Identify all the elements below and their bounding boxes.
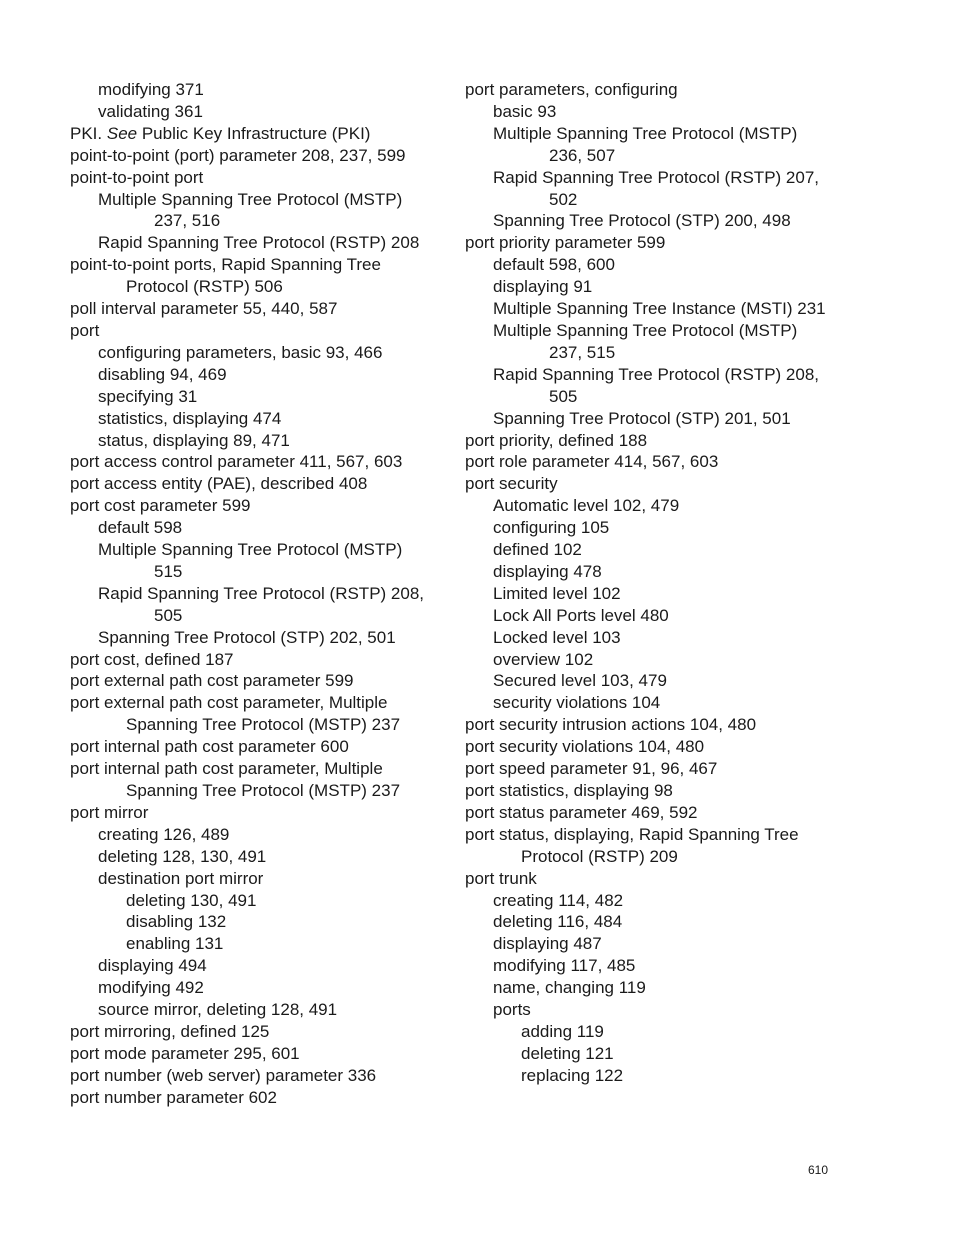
page-number: 610 [808,1163,829,1177]
index-entry: Rapid Spanning Tree Protocol (RSTP) 207, [493,167,820,187]
index-entry: overview 102 [493,649,594,669]
index-entry: port parameters, configuring [465,80,678,99]
index-entry-continuation: 505 [549,386,578,406]
index-entry: modifying 371 [98,80,204,99]
index-entry: point-to-point (port) parameter 208, 237, 599 [70,145,406,165]
index-entry: Automatic level 102, 479 [493,496,680,516]
index-entry-continuation: Spanning Tree Protocol (MSTP) 237 [126,715,401,735]
index-entry: port [70,320,100,340]
index-entry: port status parameter 469, 592 [465,802,698,822]
index-entry: deleting 121 [521,1043,614,1063]
index-entry: deleting 116, 484 [493,912,623,932]
index-entry: Multiple Spanning Tree Protocol (MSTP) [98,540,403,560]
index-entry: Multiple Spanning Tree Protocol (MSTP) [493,123,798,143]
index-entry: deleting 128, 130, 491 [98,846,267,866]
index-entry: destination port mirror [98,868,264,888]
see-reference: See [106,123,138,143]
index-entry: source mirror, deleting 128, 491 [98,1000,338,1020]
index-entry: creating 114, 482 [493,890,624,910]
index-entry: creating 126, 489 [98,824,230,844]
index-column-left [70,79,470,1109]
index-entry: port access control parameter 411, 567, 603 [70,452,403,472]
index-entry: displaying 478 [493,561,602,581]
index-entry: port external path cost parameter, Multiple [70,693,388,713]
index-entry: port security intrusion actions 104, 480 [465,715,757,735]
index-entry: security violations 104 [493,693,661,713]
index-entry: name, changing 119 [493,978,646,998]
index-entry: Multiple Spanning Tree Instance (MSTI) 231 [493,299,826,319]
index-entry-continuation: 237, 516 [154,211,221,231]
index-column-right [465,79,885,1087]
index-entry: disabling 94, 469 [98,364,227,384]
index-entry: port access entity (PAE), described 408 [70,474,368,494]
index-entry-continuation: 502 [549,189,578,209]
index-entry: Spanning Tree Protocol (STP) 200, 498 [493,211,791,231]
index-entry: displaying 487 [493,934,602,954]
index-entry: port trunk [465,868,537,888]
index-entry: Multiple Spanning Tree Protocol (MSTP) [98,189,403,209]
index-entry: specifying 31 [98,386,198,406]
index-entry: displaying 494 [98,956,207,976]
index-entry: port mirror [70,802,149,822]
index-entry: port number (web server) parameter 336 [70,1065,377,1085]
index-entry: port number parameter 602 [70,1087,277,1107]
index-entry: validating 361 [98,101,203,121]
index-entry-continuation: 505 [154,605,183,625]
index-entry-continuation: Protocol (RSTP) 209 [521,846,678,866]
index-entry: default 598 [98,518,183,538]
index-entry-continuation: Spanning Tree Protocol (MSTP) 237 [126,781,401,800]
index-entry: displaying 91 [493,277,593,297]
index-entry: point-to-point ports, Rapid Spanning Tree [70,255,381,275]
index-entry: Rapid Spanning Tree Protocol (RSTP) 208, [98,583,425,603]
index-entry: port internal path cost parameter, Multiple [70,759,383,779]
index-entry: statistics, displaying 474 [98,408,282,428]
index-entry: port security [465,474,558,494]
index-entry: port security violations 104, 480 [465,737,705,757]
index-entry: modifying 117, 485 [493,956,636,976]
index-entry: deleting 130, 491 [126,890,257,910]
index-entry: default 598, 600 [493,255,615,275]
index-entry: port priority parameter 599 [465,233,666,253]
index-entry: ports [493,1000,531,1020]
index-entry: port mode parameter 295, 601 [70,1043,300,1063]
index-entry: modifying 492 [98,978,204,998]
index-entry-continuation: 515 [154,561,183,581]
index-entry: poll interval parameter 55, 440, 587 [70,299,338,319]
index-entry: Lock All Ports level 480 [493,605,669,625]
index-entry: replacing 122 [521,1065,624,1085]
index-entry: configuring parameters, basic 93, 466 [98,342,383,362]
index-entry: Spanning Tree Protocol (STP) 202, 501 [98,627,396,647]
index-entry: disabling 132 [126,912,227,932]
index-entry-continuation: Protocol (RSTP) 506 [126,277,283,297]
index-entry: port status, displaying, Rapid Spanning Tree [465,824,799,844]
index-entry: port cost parameter 599 [70,496,251,516]
index-entry: PKI. See Public Key Infrastructure (PKI) [70,123,371,143]
index-entry: Spanning Tree Protocol (STP) 201, 501 [493,408,791,428]
index-entry: port mirroring, defined 125 [70,1021,270,1041]
index-entry: configuring 105 [493,518,610,538]
index-entry-continuation: 237, 515 [549,342,616,362]
index-entry: Secured level 103, 479 [493,671,667,691]
index-entry: status, displaying 89, 471 [98,430,290,450]
index-entry: port speed parameter 91, 96, 467 [465,759,718,779]
index-entry: point-to-point port [70,167,204,187]
index-entry: port priority, defined 188 [465,430,648,450]
index-entry: Rapid Spanning Tree Protocol (RSTP) 208, [493,364,820,384]
index-entry: basic 93 [493,101,557,121]
index-entry: Multiple Spanning Tree Protocol (MSTP) [493,320,798,340]
index-entry: port external path cost parameter 599 [70,671,354,691]
index-entry: defined 102 [493,540,582,560]
index-entry: port cost, defined 187 [70,649,234,669]
index-entry: adding 119 [521,1021,604,1041]
index-entry: enabling 131 [126,934,224,954]
index-entry: Limited level 102 [493,583,621,603]
index-entry: port internal path cost parameter 600 [70,737,349,757]
index-entry: port role parameter 414, 567, 603 [465,452,719,472]
index-entry: port statistics, displaying 98 [465,781,673,800]
index-entry-continuation: 236, 507 [549,145,616,165]
index-entry: Locked level 103 [493,627,621,647]
index-entry: Rapid Spanning Tree Protocol (RSTP) 208 [98,233,420,253]
